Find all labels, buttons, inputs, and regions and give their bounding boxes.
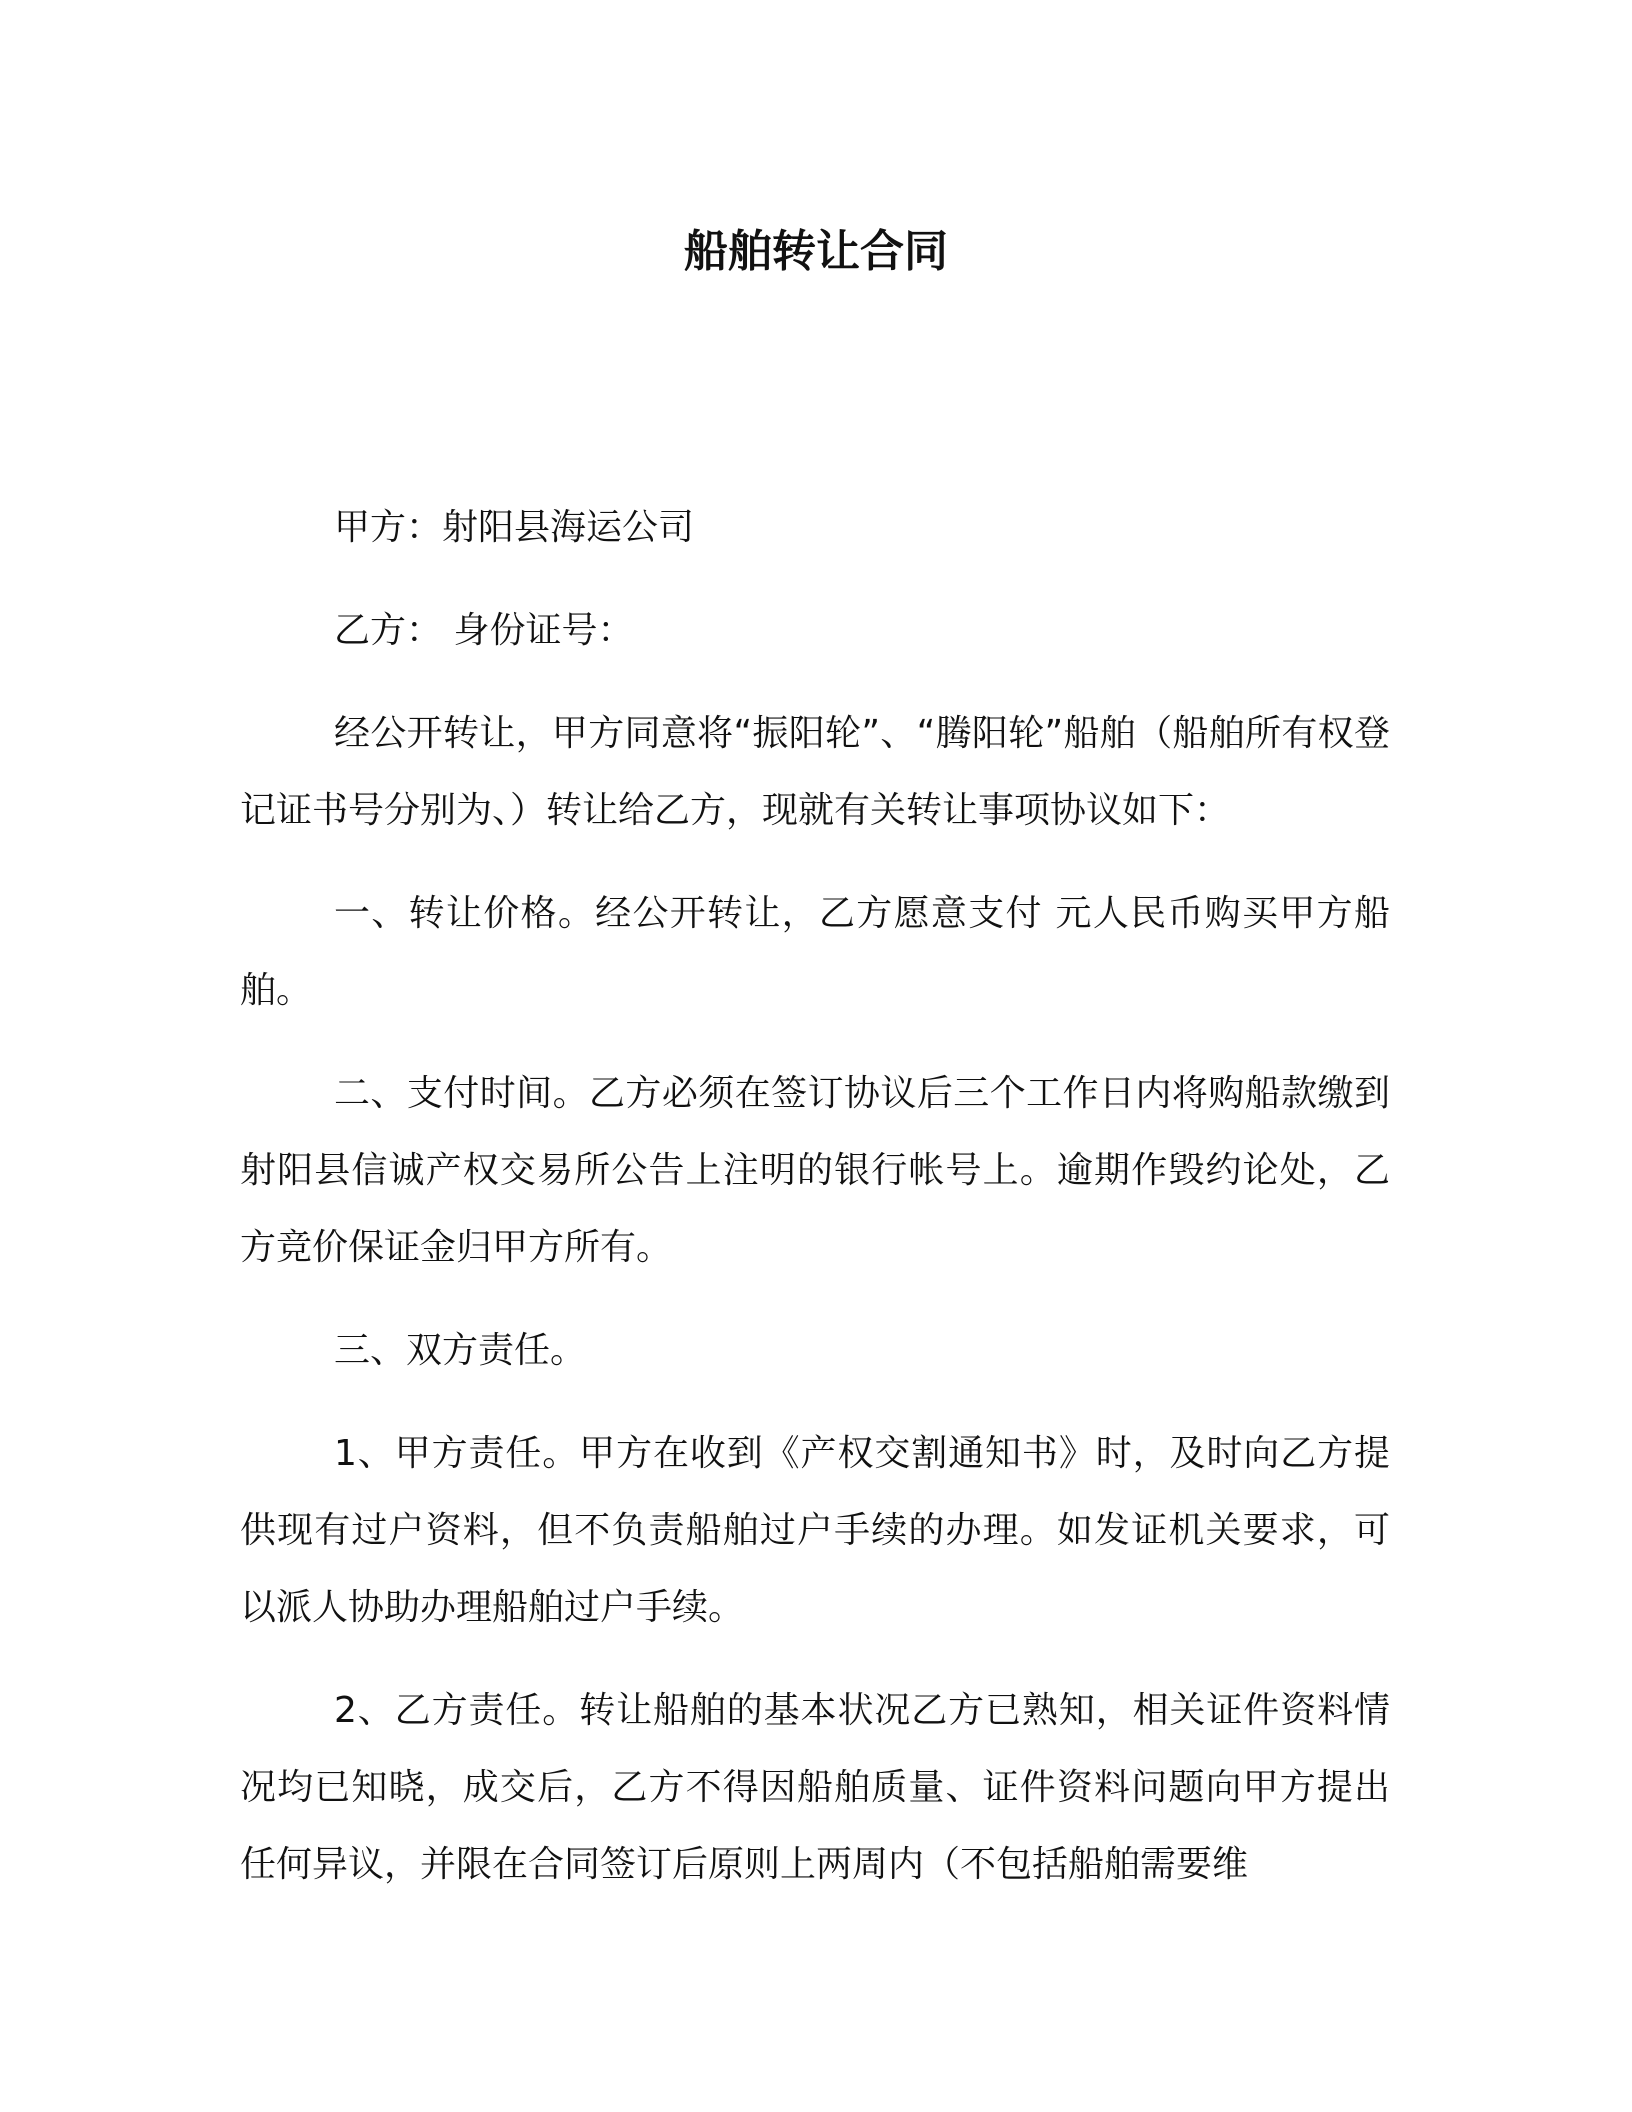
document-body bbox=[240, 489, 1390, 1903]
clause-responsibilities-heading: 三、双方责任。 bbox=[334, 1330, 587, 1371]
clause-party-a-responsibility: 1、甲方责任。甲方在收到《产权交割通知书》时，及时向乙方提供现有过户资料，但不负责船舶过户手续的办理。如发证机关要求，可以派人协助办理船舶过户手续。 bbox=[240, 1433, 1390, 1628]
preamble-paragraph: 经公开转让，甲方同意将“振阳轮”、“腾阳轮”船舶（船舶所有权登记证书号分别为、）转让给乙方，现就有关转让事项协议如下： bbox=[240, 713, 1390, 831]
party-a-line: 甲方：射阳县海运公司 bbox=[334, 507, 695, 548]
clause-payment-time: 二、支付时间。乙方必须在签订协议后三个工作日内将购船款缴到射阳县信诚产权交易所公告上注明的银行帐号上。逾期作毁约论处，乙方竞价保证金归甲方所有。 bbox=[240, 1073, 1390, 1268]
document-title: 船舶转让合同 bbox=[684, 226, 948, 277]
clause-party-b-responsibility: 2、乙方责任。转让船舶的基本状况乙方已熟知，相关证件资料情况均已知晓，成交后，乙方不得因船舶质量、证件资料问题向甲方提出任何异议，并限在合同签订后原则上两周内（不包括船舶需要维 bbox=[240, 1690, 1390, 1885]
clause-transfer-price: 一、转让价格。经公开转让，乙方愿意支付 元人民币购买甲方船舶。 bbox=[240, 893, 1390, 1011]
party-b-line: 乙方： 身份证号： bbox=[334, 610, 634, 651]
